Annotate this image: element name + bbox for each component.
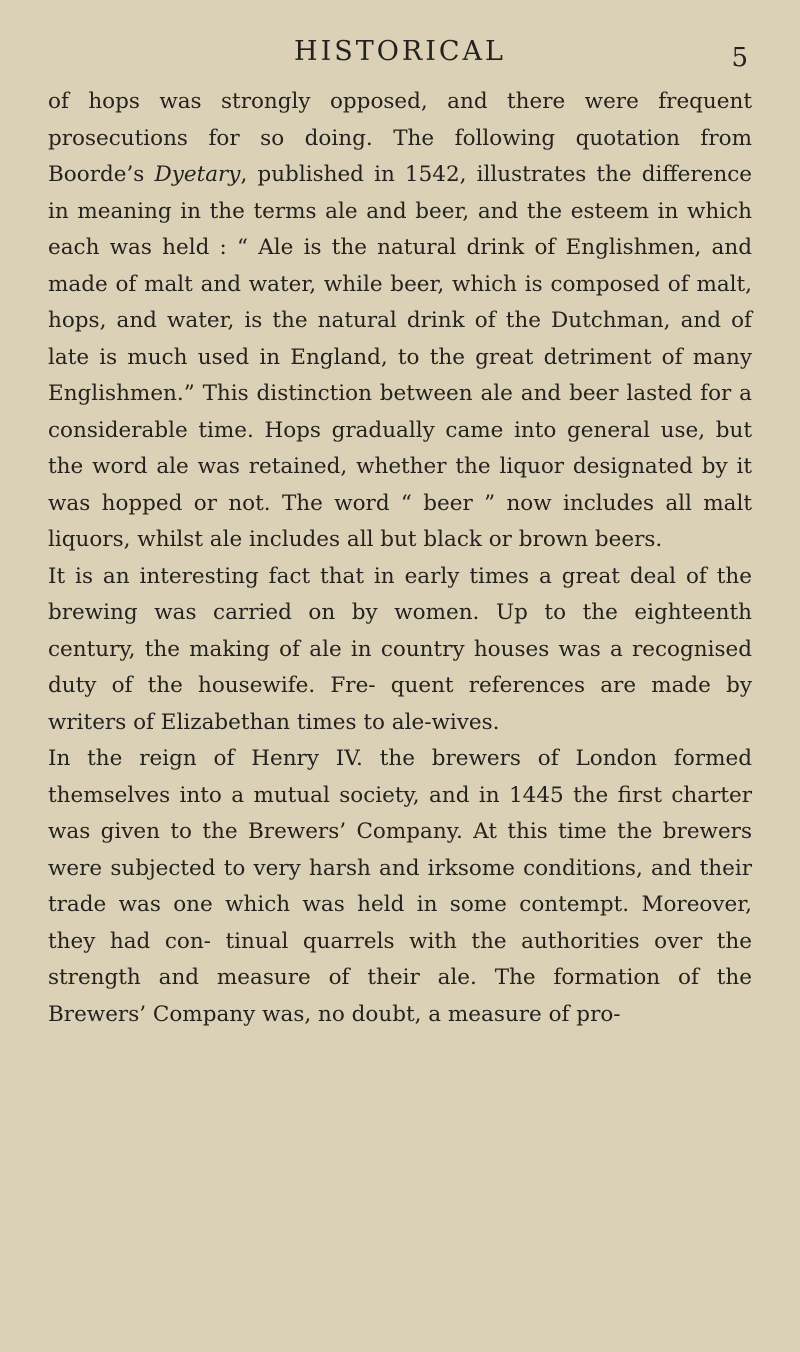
- page-number: 5: [731, 43, 748, 73]
- book-title-dyetary: Dyetary: [154, 162, 241, 187]
- running-head: [0, 14, 800, 74]
- paragraph-1-text-b: , published in 1542, illustrates the difference in meaning in the terms ale and beer, and the esteem in which each was held : “ Ale is the natural drink of Englishmen, and made of malt and water, while beer, which is composed of malt, hops, and water, is the natural drink of the Dutchman, and of late is much used in England, to the great detriment of many Englishmen.” This distinction between ale and beer lasted for a considerable time. Hops gradually came into general use, but the word ale was retained, whether the liquor designated by it was hopped or not. The word “ beer ” now includes all malt liquors, whilst ale includes all but black or brown beers.: [48, 162, 752, 552]
- paragraph-1-text-a: of hops was strongly opposed, and there were frequent prosecutions for so doing. The following quotation from Boorde’s: [48, 89, 752, 187]
- paragraph-3: In the reign of Henry IV. the brewers of London formed themselves into a mutual society, and in 1445 the first charter was given to the Brewers’ Company. At this time the brewers were subjected to very harsh and irksome conditions, and their trade was one which was held in some contempt. Moreover, they had con- tinual quarrels with the authorities over the strength and measure of their ale. The formation of the Brewers’ Company was, no doubt, a measure of pro-: [48, 746, 752, 1027]
- running-title: HISTORICAL: [294, 36, 506, 67]
- body-text: [48, 84, 752, 1033]
- paragraph-1: [48, 84, 752, 559]
- paragraph-2: It is an interesting fact that in early times a great deal of the brewing was carried on by women. Up to the eighteenth century, the making of ale in country houses was a recognised duty of the housewife. Fre- quent references are made by writers of Elizabethan times to ale-wives.: [48, 563, 752, 735]
